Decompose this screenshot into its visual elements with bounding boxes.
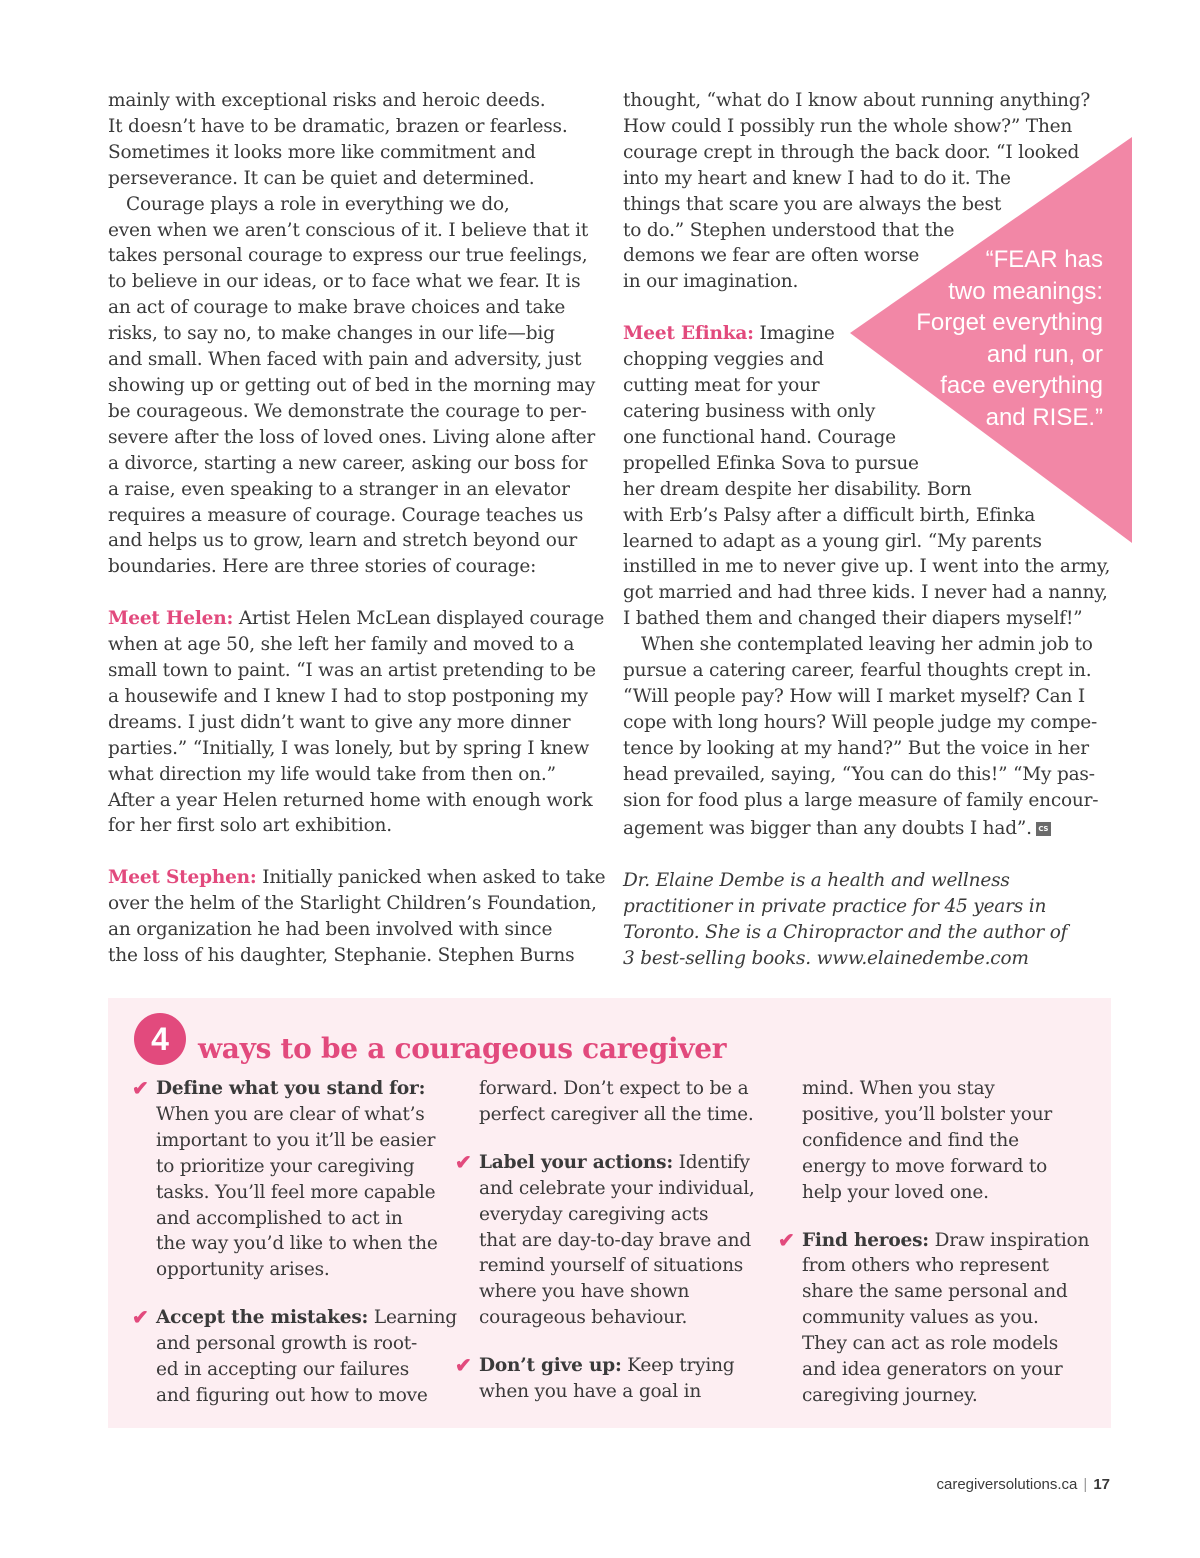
pull-quote-line: face everything [940, 372, 1103, 400]
text-line: mainly with exceptional risks and heroic deeds. [108, 90, 546, 111]
text-line: remind yourself of situations [479, 1255, 744, 1277]
text-line: be courageous. We demonstrate the courage to per- [108, 400, 587, 422]
text-line: everyday caregiving acts [479, 1203, 709, 1225]
text-line: a divorce, starting a new career, asking our boss for [108, 452, 588, 474]
text-line: and small. When faced with pain and adversity, just [108, 349, 582, 371]
meet-efinka-heading: Meet Efinka: [623, 323, 754, 345]
tip-heading: Define what you stand for: [156, 1078, 426, 1099]
text-line: when at age 50, she left her family and moved to a [108, 634, 575, 656]
text-line: courage crept in through the back door. “I looked [623, 141, 1080, 163]
check-icon: ✔ [455, 1149, 472, 1174]
page-footer [937, 1476, 1111, 1493]
text-line: learned to adapt as a young girl. “My parents [623, 530, 1042, 552]
text-line: pursue a catering career, fearful thoughts crept in. [623, 660, 1092, 682]
text-line: forward. Don’t expect to be a [479, 1078, 749, 1099]
tips-box-title: ways to be a courageous caregiver [198, 1032, 727, 1065]
tips-column-3 [778, 1076, 1102, 1409]
text-line: I bathed them and changed their diapers myself!” [623, 608, 1083, 630]
text-line: where you have shown [479, 1281, 690, 1303]
text-line: and celebrate your individual, [479, 1177, 755, 1199]
stephen-story-continued [623, 88, 1113, 295]
text-line: It doesn’t have to be dramatic, brazen or fearless. [108, 115, 568, 137]
text-line: her dream despite her disability. Born [623, 478, 972, 500]
text-line: showing up or getting out of bed in the morning may [108, 374, 596, 396]
text-line: to prioritize your caregiving [156, 1155, 415, 1177]
text-line: tence by looking at my hand?” But the voice in her [623, 737, 1089, 759]
tip-heading: Label your actions: [479, 1151, 673, 1173]
text-line: what direction my life would take from then on.” [108, 763, 556, 785]
text-line: Keep trying [621, 1355, 735, 1377]
text-line: caregiving journey. [802, 1384, 978, 1406]
check-icon: ✔ [132, 1076, 149, 1100]
text-line: boundaries. Here are three stories of courage: [108, 556, 537, 578]
pull-quote-line: and run, or [986, 340, 1103, 368]
text-line: thought, “what do I know about running anything? [623, 90, 1091, 111]
text-line: severe after the loss of loved ones. Living alone after [108, 426, 596, 448]
tip-define-stand [132, 1076, 456, 1283]
text-line: catering business with only [623, 400, 876, 422]
text-line: Sometimes it looks more like commitment and [108, 141, 536, 163]
text-line: How could I possibly run the whole show?” Then [623, 115, 1073, 137]
text-line: share the same personal and [802, 1281, 1068, 1303]
text-line: practitioner in private practice for 45 years in [623, 896, 1047, 918]
tip-find-heroes [778, 1227, 1102, 1409]
text-line: When you are clear of what’s [156, 1103, 425, 1125]
pull-quote-line: “FEAR has [985, 246, 1103, 273]
stephen-story [108, 865, 606, 969]
text-line: sion for food plus a large measure of family encour- [623, 789, 1099, 811]
text-line: After a year Helen returned home with enough work [108, 789, 593, 811]
author-byline [623, 868, 1113, 972]
text-line: courageous behaviour. [479, 1307, 688, 1329]
footer-separator: | [1083, 1476, 1088, 1493]
tips-column-2 [455, 1076, 779, 1405]
text-line: Imagine [753, 323, 835, 345]
check-icon: ✔ [455, 1353, 472, 1378]
text-line: for her first solo art exhibition. [108, 815, 392, 837]
text-line: perseverance. It can be quiet and determined. [108, 167, 535, 189]
text-line: and figuring out how to move [156, 1384, 428, 1406]
text-line: to do.” Stephen understood that the [623, 219, 955, 241]
text-line: and helps us to grow, learn and stretch beyond our [108, 530, 578, 552]
text-line: cope with long hours? Will people judge my compe- [623, 711, 1098, 733]
courage-paragraph [108, 192, 594, 581]
tip-heading: Find heroes: [802, 1229, 929, 1251]
text-line: community values as you. [802, 1307, 1039, 1329]
text-line: small town to paint. “I was an artist pretending to be [108, 660, 596, 682]
pull-quote-line: two meanings: [948, 277, 1103, 305]
pull-quote-line: and RISE.” [985, 403, 1103, 431]
text-line: that are day-to-day brave and [479, 1229, 751, 1251]
text-line: confidence and find the [802, 1129, 1019, 1151]
text-line: 3 best-selling books. www.elainedembe.com [623, 948, 1029, 970]
text-line: tasks. You’ll feel more capable [156, 1181, 436, 1203]
tips-number-badge: 4 [134, 1013, 186, 1065]
text-line: requires a measure of courage. Courage teaches us [108, 504, 584, 526]
footer-site-link[interactable]: caregiversolutions.ca [936, 1476, 1078, 1493]
text-line: dreams. I just didn’t want to give any more dinner [108, 711, 571, 733]
tips-column-1 [132, 1076, 457, 1409]
text-line: risks, to say no, to make changes in our life—big [108, 323, 555, 345]
pull-quote-line: Forget everything [916, 309, 1103, 337]
text-line: Artist Helen McLean displayed courage [233, 608, 605, 630]
efinka-story [623, 321, 1113, 632]
tip-accept-mistakes [132, 1305, 457, 1409]
text-line: cutting meat for your [623, 375, 820, 397]
text-line: the loss of his daughter, Stephanie. Stephen Burns [108, 945, 575, 967]
text-line: propelled Efinka Sova to pursue [623, 452, 919, 474]
text-line: things that scare you are always the best [623, 193, 1002, 215]
intro-paragraph [108, 88, 594, 192]
helen-story [108, 606, 605, 839]
text-line: one functional hand. Courage [623, 426, 896, 448]
text-line: Courage plays a role in everything we do, [126, 193, 510, 215]
text-line: They can act as role models [802, 1333, 1059, 1355]
text-line: parties.” “Initially, I was lonely, but by spring I knew [108, 737, 590, 759]
text-line: a raise, even speaking to a stranger in an elevator [108, 478, 570, 500]
text-line: head prevailed, saying, “You can do this!” “My pas- [623, 763, 1095, 785]
tip-dont-give-up [455, 1353, 779, 1405]
text-line: When she contemplated leaving her admin job to [641, 634, 1093, 656]
text-line: Draw inspiration [928, 1229, 1090, 1251]
left-article-column [108, 88, 606, 969]
meet-stephen-heading: Meet Stephen: [108, 867, 257, 889]
text-line: help your loved one. [802, 1181, 989, 1203]
right-article-column [623, 88, 1113, 972]
text-line: and accomplished to act in [156, 1207, 403, 1229]
text-line: “Will people pay? How will I market myself? Can I [623, 685, 1085, 707]
text-line: even when we aren’t conscious of it. I believe that it [108, 219, 589, 241]
text-line: opportunity arises. [156, 1259, 330, 1281]
text-line: from others who represent [802, 1255, 1049, 1277]
tip-heading: Accept the mistakes: [156, 1307, 369, 1329]
check-icon: ✔ [132, 1305, 149, 1330]
text-line: Toronto. She is a Chiropractor and the author of [623, 922, 1068, 944]
text-line: Identify [672, 1151, 750, 1173]
tip-dont-give-up-continued [802, 1076, 1102, 1206]
tip-accept-mistakes-continued [479, 1076, 779, 1128]
text-line: instilled in me to never give up. I went into the army, [623, 556, 1111, 578]
text-line: energy to move forward to [802, 1155, 1048, 1177]
efinka-story-paragraph-2 [623, 632, 1113, 842]
text-line: Dr. Elaine Dembe is a health and wellness [623, 870, 1010, 892]
text-line: an act of courage to make brave choices and take [108, 297, 566, 319]
text-line: mind. When you stay [802, 1078, 995, 1099]
text-line: agement was bigger than any doubts I had”. [623, 818, 1032, 840]
text-line: in our imagination. [623, 271, 799, 293]
text-line: chopping veggies and [623, 349, 824, 371]
text-line: when you have a goal in [479, 1381, 702, 1403]
text-line: with Erb’s Palsy after a difficult birth, Efinka [623, 504, 1036, 526]
tip-label-actions [455, 1149, 779, 1331]
text-line: got married and had three kids. I never had a nanny, [623, 582, 1108, 604]
text-line: important to you it’ll be easier [156, 1129, 436, 1151]
text-line: demons we fear are often worse [623, 245, 920, 267]
text-line: perfect caregiver all the time. [479, 1103, 754, 1125]
text-line: and personal growth is root- [156, 1333, 418, 1355]
text-line: a housewife and I knew I had to stop postponing my [108, 685, 588, 707]
page-number: 17 [1093, 1476, 1110, 1493]
text-line: takes personal courage to express our true feelings, [108, 245, 588, 267]
text-line: into my heart and knew I had to do it. The [623, 167, 1011, 189]
text-line: the way you’d like to when the [156, 1233, 438, 1255]
text-line: ed in accepting our failures [156, 1359, 410, 1381]
text-line: Learning [368, 1307, 457, 1329]
text-line: over the helm of the Starlight Children’s Foundation, [108, 893, 597, 915]
meet-helen-heading: Meet Helen: [108, 608, 234, 630]
tip-heading: Don’t give up: [479, 1355, 622, 1377]
check-icon: ✔ [778, 1227, 795, 1252]
text-line: an organization he had been involved with since [108, 919, 553, 941]
cs-end-mark-icon: CS [1036, 822, 1051, 836]
text-line: and idea generators on your [802, 1359, 1063, 1381]
text-line: to believe in our ideas, or to face what we fear. It is [108, 271, 581, 293]
text-line: Initially panicked when asked to take [256, 867, 606, 889]
text-line: positive, you’ll bolster your [802, 1103, 1053, 1125]
